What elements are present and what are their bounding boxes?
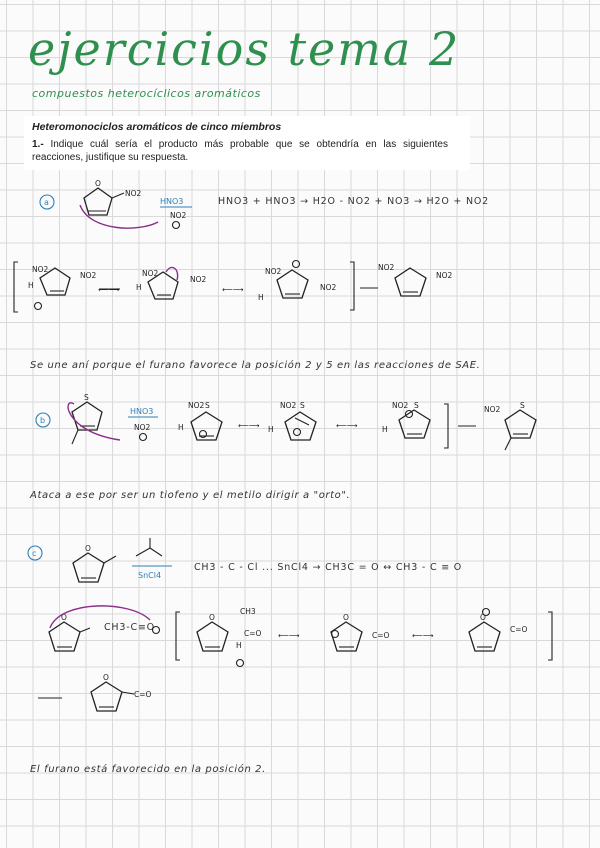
svg-text:O: O: [343, 613, 349, 622]
svg-text:S: S: [414, 401, 419, 410]
svg-text:⟵⟶: ⟵⟶: [336, 421, 358, 430]
sigma-complex-b3: [382, 401, 430, 438]
note-c: El furano está favorecido en la posición 2.: [30, 764, 266, 775]
svg-text:⟵⟶: ⟵⟶: [222, 285, 244, 294]
reagent-c-under: SnCl4: [138, 571, 162, 580]
carbonyl-product: C=O: [134, 690, 152, 699]
carbonyl-c1: C=O: [244, 629, 262, 638]
furan-ring-icon: [84, 179, 112, 215]
svg-text:C=O: C=O: [372, 631, 390, 640]
svg-text:H: H: [268, 425, 274, 434]
svg-text:⟵⟶: ⟵⟶: [412, 631, 434, 640]
svg-text:O: O: [209, 613, 215, 622]
page-subtitle: compuestos heterocíclicos aromáticos: [32, 87, 261, 100]
equation-a: HNO3 + HNO3 → H2O - NO2 + NO3 → H2O + NO2: [218, 196, 490, 207]
svg-text:O: O: [61, 613, 67, 622]
svg-text:NO2: NO2: [378, 263, 395, 272]
sigma-complex-1: [28, 265, 97, 310]
curved-arrow-icon: [80, 205, 158, 228]
svg-text:O: O: [85, 544, 91, 553]
product-c: [91, 673, 152, 711]
svg-text:⟵⟶: ⟵⟶: [98, 285, 120, 294]
reagent-b-under: NO2: [134, 423, 151, 432]
svg-text:H: H: [136, 283, 142, 292]
product-a: [378, 263, 453, 296]
question-text: Indique cuál sería el producto más probable que se obtendría en las siguientes reacciones, justifique su respuesta.: [32, 139, 448, 163]
svg-text:O: O: [480, 613, 486, 622]
svg-text:O: O: [103, 673, 109, 682]
bracket-right: [350, 262, 354, 310]
svg-text:H: H: [236, 641, 242, 650]
reagent-a-under: NO2: [170, 211, 187, 220]
sigma-complex-c3: [469, 609, 528, 652]
methyl-c1: CH3: [240, 607, 256, 616]
note-b: Ataca a ese por ser un tiofeno y el metilo dirigir a "orto".: [30, 490, 351, 501]
svg-text:S: S: [300, 401, 305, 410]
svg-text:H: H: [258, 293, 264, 302]
question-number: 1.-: [32, 139, 44, 150]
svg-text:NO2: NO2: [484, 405, 501, 414]
methylfuran-ring-icon: [73, 544, 116, 582]
sigma-complex-c2: [331, 613, 390, 651]
thiophene-ring-icon: [72, 393, 102, 444]
svg-text:NO2: NO2: [265, 267, 282, 276]
substituent-a: NO2: [125, 189, 142, 198]
svg-text:NO2: NO2: [280, 401, 297, 410]
label-c-circle: [28, 546, 42, 560]
reagent-a: HNO3: [160, 197, 184, 206]
svg-text:H: H: [382, 425, 388, 434]
svg-text:S: S: [205, 401, 210, 410]
svg-text:H: H: [28, 281, 34, 290]
product-b: [484, 401, 536, 450]
heteroatom-b: S: [84, 393, 89, 402]
page-title: ejercicios tema 2: [28, 22, 461, 76]
svg-text:O: O: [95, 179, 101, 188]
equation-c: CH3 - C - Cl ... SnCl4 → CH3C = O ↔ CH3 - C ≡ O: [194, 562, 463, 573]
svg-text:⟵⟶: ⟵⟶: [238, 421, 260, 430]
sigma-complex-2: [136, 267, 207, 299]
bracket-left: [14, 262, 18, 312]
sigma-complex-b2: [268, 401, 316, 440]
label-b: b: [40, 416, 46, 425]
sigma-complex-3: [258, 261, 337, 303]
acylium-label: CH3-C≡O: [104, 622, 155, 633]
sigma-complex-b1: [178, 401, 222, 440]
svg-text:NO2: NO2: [80, 271, 97, 280]
label-a: a: [44, 198, 49, 207]
label-a-circle: [40, 195, 54, 209]
svg-text:NO2: NO2: [190, 275, 207, 284]
svg-text:NO2: NO2: [188, 401, 205, 410]
reagent-b: HNO3: [130, 407, 154, 416]
svg-text:C=O: C=O: [510, 625, 528, 634]
svg-text:NO2: NO2: [32, 265, 49, 274]
section-heading: Heteromonociclos aromáticos de cinco miembros: [32, 121, 282, 133]
svg-text:NO2: NO2: [392, 401, 409, 410]
svg-text:S: S: [520, 401, 525, 410]
acyl-chloride-icon: [136, 538, 162, 556]
label-b-circle: [36, 413, 50, 427]
bracket-left-c: [176, 612, 180, 660]
svg-text:NO2: NO2: [320, 283, 337, 292]
note-a: Se une aní porque el furano favorece la posición 2 y 5 en las reacciones de SAE.: [30, 360, 481, 371]
svg-text:NO2: NO2: [436, 271, 453, 280]
svg-text:⟵⟶: ⟵⟶: [278, 631, 300, 640]
svg-text:H: H: [178, 423, 184, 432]
label-c: c: [32, 549, 37, 558]
sigma-complex-c1: [197, 607, 262, 667]
furan-ring-c: [49, 613, 90, 651]
svg-text:NO2: NO2: [142, 269, 159, 278]
